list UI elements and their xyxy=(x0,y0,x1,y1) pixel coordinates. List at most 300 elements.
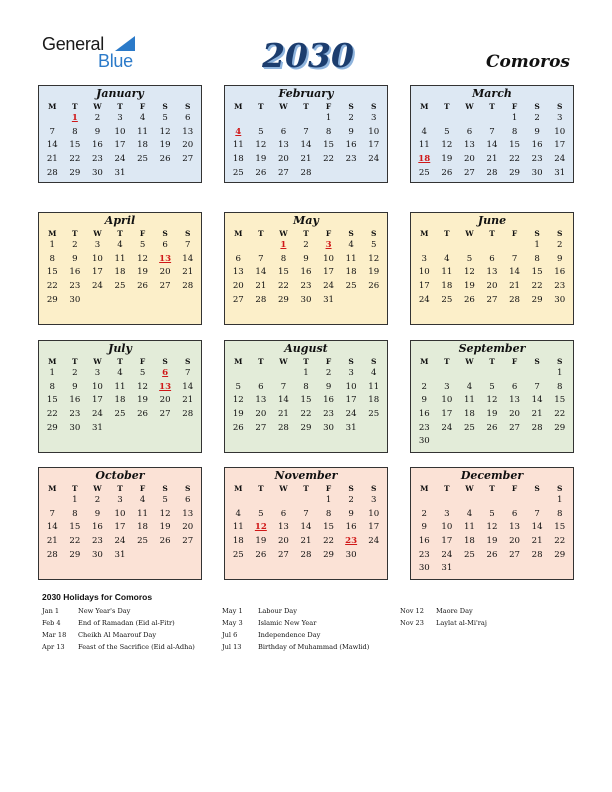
day-cell: 17 xyxy=(441,409,453,420)
day-cell: 14 xyxy=(277,395,289,406)
day-grid xyxy=(39,101,201,180)
weekday-header: S xyxy=(348,102,354,111)
day-cell: 12 xyxy=(137,381,149,392)
holiday-date: Nov 23 xyxy=(400,619,424,627)
weekday-header: T xyxy=(258,102,264,111)
empty-cell xyxy=(458,367,481,381)
day-cell: 13 xyxy=(509,395,521,406)
day-cell: 4 xyxy=(466,508,473,519)
month-april xyxy=(38,212,202,325)
day-cell: 4 xyxy=(421,126,428,137)
day-cell: 6 xyxy=(511,508,518,519)
day-cell: 24 xyxy=(345,409,357,420)
weekday-header: T xyxy=(444,102,450,111)
day-cell: 26 xyxy=(137,409,149,420)
month-name: May xyxy=(293,214,319,227)
day-cell: 25 xyxy=(114,281,126,292)
day-cell: 26 xyxy=(486,422,498,433)
day-cell: 29 xyxy=(46,294,58,305)
day-cell: 28 xyxy=(531,422,543,433)
day-grid xyxy=(411,101,573,180)
empty-cell xyxy=(436,367,459,381)
day-cell: 28 xyxy=(46,167,58,178)
day-cell: 12 xyxy=(368,253,380,264)
day-cell: 23 xyxy=(418,549,430,560)
day-cell: 7 xyxy=(280,381,287,392)
day-cell: 19 xyxy=(368,267,380,278)
holiday-day: 1 xyxy=(71,113,78,123)
day-cell: 10 xyxy=(441,522,453,533)
weekday-header: F xyxy=(139,229,146,238)
day-cell: 18 xyxy=(345,267,357,278)
day-cell: 2 xyxy=(348,113,354,123)
country-name: Comoros xyxy=(485,52,570,72)
weekday-header: T xyxy=(72,229,78,238)
empty-cell xyxy=(413,239,436,253)
day-cell: 7 xyxy=(303,508,309,519)
holiday-name: Laylat al-Mi'raj xyxy=(436,619,487,627)
holiday-name: Independence Day xyxy=(258,631,321,639)
day-cell: 30 xyxy=(91,549,103,560)
weekday-header: W xyxy=(465,484,474,493)
day-cell: 13 xyxy=(486,267,498,278)
day-cell: 25 xyxy=(232,167,244,178)
day-cell: 24 xyxy=(368,154,380,165)
day-cell: 22 xyxy=(300,409,312,420)
day-cell: 18 xyxy=(137,140,149,151)
weekday-header: W xyxy=(279,484,288,493)
day-cell: 12 xyxy=(463,267,475,278)
day-cell: 1 xyxy=(303,368,309,378)
day-cell: 1 xyxy=(49,240,56,250)
holiday-name: Birthday of Muhammad (Mawlid) xyxy=(258,643,370,651)
day-cell: 15 xyxy=(277,267,289,278)
day-cell: 24 xyxy=(418,294,430,305)
holiday-name: Feast of the Sacrifice (Eid al-Adha) xyxy=(78,643,195,651)
day-cell: 5 xyxy=(489,508,495,519)
day-cell: 12 xyxy=(486,522,498,533)
day-cell: 27 xyxy=(182,154,194,165)
weekday-header: T xyxy=(72,357,78,366)
empty-cell xyxy=(272,112,295,126)
day-cell: 18 xyxy=(232,536,244,547)
empty-cell xyxy=(481,367,504,381)
day-cell: 6 xyxy=(162,240,168,250)
day-cell: 20 xyxy=(509,409,521,420)
holiday-day: 6 xyxy=(162,368,169,378)
day-cell: 20 xyxy=(159,395,171,406)
day-cell: 20 xyxy=(277,536,289,547)
day-cell: 27 xyxy=(509,549,521,560)
weekday-header: S xyxy=(370,229,377,238)
day-cell: 24 xyxy=(114,154,126,165)
day-cell: 22 xyxy=(323,154,335,165)
weekday-header: T xyxy=(444,484,450,493)
day-cell: 13 xyxy=(509,522,521,533)
weekday-header: M xyxy=(420,357,429,366)
day-cell: 28 xyxy=(300,549,312,560)
day-cell: 21 xyxy=(46,536,58,547)
weekday-header: S xyxy=(534,229,540,238)
day-cell: 29 xyxy=(323,549,335,560)
day-cell: 14 xyxy=(509,267,521,278)
weekday-header: F xyxy=(511,102,518,111)
day-cell: 26 xyxy=(137,281,149,292)
empty-cell xyxy=(413,367,436,381)
empty-cell xyxy=(481,239,504,253)
empty-cell xyxy=(436,494,459,508)
day-cell: 14 xyxy=(531,395,543,406)
day-grid xyxy=(225,228,387,307)
holiday-date: Nov 12 xyxy=(400,607,424,615)
empty-cell xyxy=(227,367,250,381)
month-name: June xyxy=(477,214,507,227)
day-cell: 7 xyxy=(511,253,518,264)
day-cell: 23 xyxy=(418,422,430,433)
weekday-header: S xyxy=(184,102,191,111)
holiday-date: Jul 6 xyxy=(222,631,238,639)
holiday-column xyxy=(400,605,487,629)
day-grid xyxy=(411,356,573,449)
day-cell: 26 xyxy=(159,536,171,547)
day-cell: 9 xyxy=(421,395,428,406)
day-cell: 7 xyxy=(184,240,191,250)
day-cell: 8 xyxy=(280,253,287,264)
weekday-header: M xyxy=(234,357,243,366)
day-cell: 1 xyxy=(49,368,56,378)
day-cell: 10 xyxy=(368,126,380,137)
day-cell: 26 xyxy=(368,281,380,292)
day-cell: 16 xyxy=(300,267,312,278)
day-cell: 8 xyxy=(556,508,563,519)
month-name: November xyxy=(274,469,338,482)
day-cell: 2 xyxy=(94,113,101,123)
day-cell: 14 xyxy=(46,522,58,533)
day-cell: 20 xyxy=(159,267,171,278)
day-cell: 12 xyxy=(255,140,267,151)
day-cell: 18 xyxy=(114,395,126,406)
day-cell: 21 xyxy=(255,281,267,292)
day-cell: 28 xyxy=(486,167,498,178)
day-cell: 27 xyxy=(255,422,267,433)
weekday-header: S xyxy=(556,357,563,366)
weekday-header: S xyxy=(370,357,377,366)
day-cell: 31 xyxy=(114,549,126,560)
day-cell: 4 xyxy=(139,113,146,123)
day-cell: 3 xyxy=(117,495,123,505)
day-cell: 10 xyxy=(323,253,335,264)
day-cell: 6 xyxy=(280,508,287,519)
day-cell: 14 xyxy=(300,522,312,533)
day-cell: 28 xyxy=(182,281,194,292)
holiday-column xyxy=(222,605,369,653)
empty-cell xyxy=(458,112,481,126)
day-cell: 24 xyxy=(323,281,335,292)
day-cell: 17 xyxy=(418,281,430,292)
day-cell: 7 xyxy=(258,253,264,264)
brand-logo xyxy=(42,34,142,74)
weekday-header: W xyxy=(279,357,288,366)
day-cell: 22 xyxy=(69,536,81,547)
day-cell: 16 xyxy=(345,140,357,151)
day-cell: 23 xyxy=(300,281,312,292)
weekday-header: T xyxy=(117,357,123,366)
empty-cell xyxy=(227,494,250,508)
day-cell: 6 xyxy=(466,126,473,137)
weekday-header: M xyxy=(420,102,429,111)
day-cell: 2 xyxy=(72,368,78,378)
day-cell: 23 xyxy=(69,281,81,292)
day-cell: 29 xyxy=(69,167,81,178)
day-cell: 5 xyxy=(466,253,473,264)
holiday-item xyxy=(222,629,369,641)
day-cell: 21 xyxy=(277,409,289,420)
page-title-year: 2030 xyxy=(262,36,354,75)
day-cell: 8 xyxy=(49,381,56,392)
empty-cell xyxy=(503,239,526,253)
day-cell: 10 xyxy=(91,253,103,264)
day-cell: 21 xyxy=(300,154,312,165)
day-cell: 8 xyxy=(556,381,563,392)
day-cell: 8 xyxy=(303,381,309,392)
day-cell: 3 xyxy=(117,113,123,123)
empty-cell xyxy=(250,494,273,508)
empty-cell xyxy=(526,494,549,508)
day-cell: 9 xyxy=(94,126,101,137)
day-cell: 3 xyxy=(556,113,563,123)
day-cell: 9 xyxy=(421,522,428,533)
day-cell: 9 xyxy=(72,253,78,264)
day-cell: 21 xyxy=(486,154,498,165)
holiday-column xyxy=(42,605,195,653)
weekday-header: T xyxy=(258,229,264,238)
day-cell: 24 xyxy=(441,422,453,433)
weekday-header: S xyxy=(556,102,563,111)
weekday-header: S xyxy=(162,484,168,493)
day-cell: 4 xyxy=(235,508,242,519)
day-cell: 7 xyxy=(489,126,495,137)
day-cell: 20 xyxy=(509,536,521,547)
day-cell: 30 xyxy=(418,436,430,447)
empty-cell xyxy=(503,494,526,508)
day-grid xyxy=(39,483,201,562)
day-cell: 6 xyxy=(489,253,495,264)
day-cell: 16 xyxy=(531,140,543,151)
day-cell: 15 xyxy=(554,522,566,533)
holiday-name: Islamic New Year xyxy=(258,619,317,627)
month-august xyxy=(224,340,388,453)
holiday-name: Cheikh Al Maarouf Day xyxy=(78,631,157,639)
day-cell: 8 xyxy=(325,126,332,137)
weekday-header: M xyxy=(234,102,243,111)
day-cell: 23 xyxy=(554,281,566,292)
day-cell: 1 xyxy=(325,113,332,123)
day-cell: 20 xyxy=(182,140,194,151)
empty-cell xyxy=(481,494,504,508)
day-cell: 6 xyxy=(511,381,518,392)
day-cell: 7 xyxy=(534,508,540,519)
day-cell: 27 xyxy=(277,167,289,178)
day-cell: 31 xyxy=(554,167,566,178)
month-name: February xyxy=(278,87,334,100)
holiday-day: 13 xyxy=(159,253,172,264)
day-cell: 16 xyxy=(69,267,81,278)
day-cell: 21 xyxy=(182,267,194,278)
day-cell: 11 xyxy=(368,381,380,392)
holiday-item xyxy=(222,617,369,629)
weekday-header: S xyxy=(162,229,168,238)
day-cell: 23 xyxy=(69,409,81,420)
day-cell: 30 xyxy=(345,549,357,560)
day-cell: 27 xyxy=(159,409,171,420)
day-cell: 28 xyxy=(509,294,521,305)
empty-cell xyxy=(295,112,318,126)
day-cell: 28 xyxy=(46,549,58,560)
day-cell: 10 xyxy=(345,381,357,392)
day-cell: 14 xyxy=(486,140,498,151)
day-cell: 13 xyxy=(232,267,244,278)
day-cell: 28 xyxy=(182,409,194,420)
weekday-header: T xyxy=(303,484,309,493)
day-cell: 13 xyxy=(277,522,289,533)
day-cell: 17 xyxy=(441,536,453,547)
day-cell: 25 xyxy=(368,409,380,420)
month-name: July xyxy=(108,342,132,355)
day-cell: 23 xyxy=(323,409,335,420)
day-cell: 12 xyxy=(232,395,244,406)
day-cell: 29 xyxy=(509,167,521,178)
weekday-header: S xyxy=(370,484,377,493)
day-cell: 18 xyxy=(232,154,244,165)
day-cell: 29 xyxy=(277,294,289,305)
weekday-header: S xyxy=(348,357,354,366)
day-cell: 19 xyxy=(232,409,244,420)
day-cell: 17 xyxy=(554,140,566,151)
day-cell: 22 xyxy=(277,281,289,292)
weekday-header: S xyxy=(162,102,168,111)
day-cell: 8 xyxy=(511,126,518,137)
holiday-item xyxy=(222,641,369,653)
day-cell: 19 xyxy=(137,395,149,406)
day-cell: 10 xyxy=(368,508,380,519)
day-cell: 13 xyxy=(463,140,475,151)
day-cell: 15 xyxy=(69,522,81,533)
day-cell: 25 xyxy=(114,409,126,420)
day-cell: 27 xyxy=(486,294,498,305)
day-cell: 25 xyxy=(137,536,149,547)
day-cell: 9 xyxy=(72,381,78,392)
day-cell: 20 xyxy=(277,154,289,165)
day-cell: 30 xyxy=(323,422,335,433)
day-cell: 4 xyxy=(444,253,450,264)
day-cell: 12 xyxy=(137,253,149,264)
weekday-header: T xyxy=(72,102,78,111)
holidays-title: 2030 Holidays for Comoros xyxy=(42,592,153,602)
day-cell: 10 xyxy=(554,126,566,137)
weekday-header: W xyxy=(465,357,474,366)
day-cell: 20 xyxy=(182,522,194,533)
day-cell: 3 xyxy=(370,495,377,505)
day-cell: 24 xyxy=(368,536,380,547)
day-cell: 12 xyxy=(441,140,453,151)
day-cell: 25 xyxy=(137,154,149,165)
weekday-header: W xyxy=(93,484,102,493)
empty-cell xyxy=(413,112,436,126)
day-cell: 9 xyxy=(94,508,101,519)
day-cell: 22 xyxy=(46,409,58,420)
weekday-header: F xyxy=(325,357,332,366)
day-cell: 5 xyxy=(489,381,495,392)
day-cell: 15 xyxy=(323,522,335,533)
day-cell: 19 xyxy=(441,154,453,165)
weekday-header: T xyxy=(72,484,78,493)
day-cell: 5 xyxy=(370,240,377,250)
weekday-header: M xyxy=(48,484,57,493)
day-grid xyxy=(225,101,387,180)
day-cell: 18 xyxy=(114,267,126,278)
empty-cell xyxy=(481,112,504,126)
empty-cell xyxy=(227,239,250,253)
day-cell: 28 xyxy=(300,167,312,178)
day-cell: 15 xyxy=(69,140,81,151)
month-november xyxy=(224,467,388,580)
day-cell: 16 xyxy=(554,267,566,278)
holiday-item xyxy=(400,605,487,617)
day-cell: 20 xyxy=(232,281,244,292)
day-cell: 4 xyxy=(348,240,354,250)
weekday-header: W xyxy=(279,229,288,238)
day-cell: 24 xyxy=(91,409,103,420)
day-cell: 5 xyxy=(444,126,450,137)
day-cell: 16 xyxy=(323,395,335,406)
weekday-header: T xyxy=(489,102,495,111)
day-cell: 1 xyxy=(325,495,332,505)
day-cell: 10 xyxy=(91,381,103,392)
day-cell: 13 xyxy=(182,508,194,519)
day-cell: 26 xyxy=(159,154,171,165)
day-cell: 5 xyxy=(235,381,242,392)
day-cell: 13 xyxy=(277,140,289,151)
day-cell: 22 xyxy=(69,154,81,165)
day-cell: 14 xyxy=(46,140,58,151)
day-cell: 9 xyxy=(348,126,354,137)
day-cell: 8 xyxy=(72,508,78,519)
day-cell: 18 xyxy=(137,522,149,533)
weekday-header: W xyxy=(93,229,102,238)
day-cell: 22 xyxy=(531,281,543,292)
day-cell: 23 xyxy=(531,154,543,165)
day-cell: 27 xyxy=(463,167,475,178)
day-cell: 17 xyxy=(368,140,380,151)
day-cell: 14 xyxy=(300,140,312,151)
day-cell: 18 xyxy=(441,281,453,292)
month-name: September xyxy=(458,342,526,355)
day-cell: 3 xyxy=(370,113,377,123)
weekday-header: W xyxy=(465,102,474,111)
month-name: August xyxy=(284,342,328,355)
day-cell: 22 xyxy=(554,409,566,420)
holiday-date: May 1 xyxy=(222,607,243,615)
day-cell: 6 xyxy=(258,381,264,392)
day-cell: 15 xyxy=(323,140,335,151)
day-cell: 24 xyxy=(554,154,566,165)
day-cell: 28 xyxy=(531,549,543,560)
day-cell: 25 xyxy=(418,167,430,178)
day-cell: 23 xyxy=(345,154,357,165)
day-cell: 10 xyxy=(418,267,430,278)
weekday-header: M xyxy=(48,229,57,238)
weekday-header: M xyxy=(420,484,429,493)
